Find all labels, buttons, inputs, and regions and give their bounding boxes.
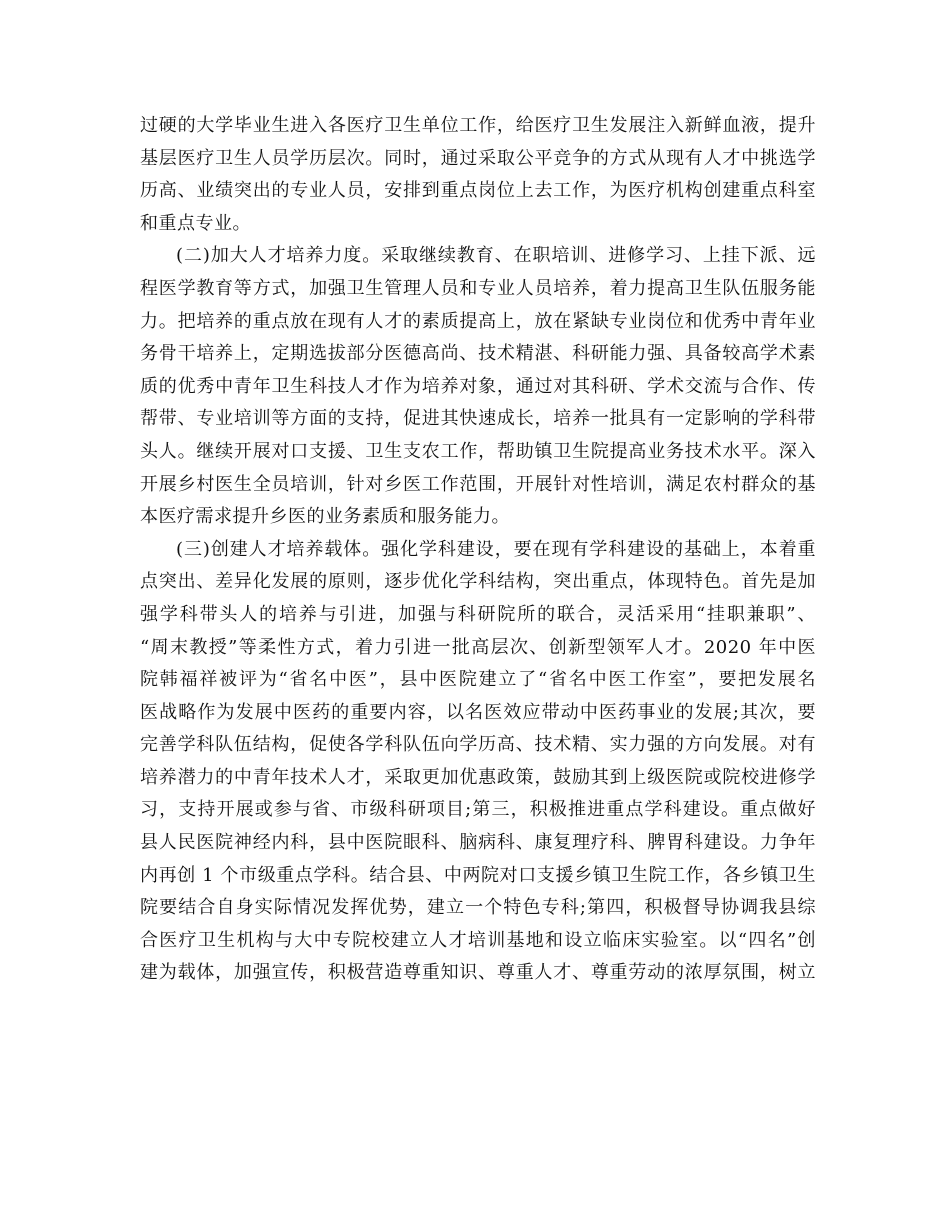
text-line: 和重点专业。 [140,212,251,234]
text-line: 培养潜力的中青年技术人才，采取更加优惠政策，鼓励其到上级医院或院校进修学 [140,766,816,788]
text-line: 院韩福祥被评为“省名中医”，县中医院建立了“省名中医工作室”，要把发展名 [140,669,816,691]
text-line: 基层医疗卫生人员学历层次。同时，通过采取公平竞争的方式从现有人才中挑选学 [140,147,816,169]
text-line: 本医疗需求提升乡医的业务素质和服务能力。 [140,506,510,528]
document-body [140,110,816,990]
text-line: 质的优秀中青年卫生科技人才作为培养对象，通过对其科研、学术交流与合作、传 [140,375,816,397]
text-line: 习，支持开展或参与省、市级科研项目;第三，积极推进重点学科建设。重点做好 [140,799,816,821]
text-line: 力。把培养的重点放在现有人才的素质提高上，放在紧缺专业岗位和优秀中青年业 [140,310,816,332]
text-line: 头人。继续开展对口支援、卫生支农工作，帮助镇卫生院提高业务技术水平。深入 [140,440,816,462]
text-line: 院要结合自身实际情况发挥优势，建立一个特色专科;第四，积极督导协调我县综 [140,897,816,919]
text-line: 程医学教育等方式，加强卫生管理人员和专业人员培养，着力提高卫生队伍服务能 [140,277,816,299]
text-line: 点突出、差异化发展的原则，逐步优化学科结构，突出重点，体现特色。首先是加 [140,571,816,593]
text-line: 医战略作为发展中医药的重要内容，以名医效应带动中医药事业的发展;其次，要 [140,701,816,723]
section-heading-line: (二)加大人才培养力度。采取继续教育、在职培训、进修学习、上挂下派、远 [176,245,816,267]
text-line: 强学科带头人的培养与引进，加强与科研院所的联合，灵活采用“挂职兼职”、 [140,603,816,625]
text-line: 合医疗卫生机构与大中专院校建立人才培训基地和设立临床实验室。以“四名”创 [140,929,816,951]
text-line: 务骨干培养上，定期选拔部分医德高尚、技术精湛、科研能力强、具备较高学术素 [140,343,816,365]
section-heading-line: (三)创建人才培养载体。强化学科建设，要在现有学科建设的基础上，本着重 [176,538,816,560]
text-line: 过硬的大学毕业生进入各医疗卫生单位工作，给医疗卫生发展注入新鲜血液，提升 [140,115,816,136]
text-line: 帮带、专业培训等方面的支持，促进其快速成长，培养一批具有一定影响的学科带 [140,408,816,430]
text-line: 开展乡村医生全员培训，针对乡医工作范围，开展针对性培训，满足农村群众的基 [140,473,816,495]
text-line: 建为载体，加强宣传，积极营造尊重知识、尊重人才、尊重劳动的浓厚氛围，树立 [140,962,816,984]
text-line: 完善学科队伍结构，促使各学科队伍向学历高、技术精、实力强的方向发展。对有 [140,734,816,756]
text-line: 内再创 1 个市级重点学科。结合县、中两院对口支援乡镇卫生院工作，各乡镇卫生 [140,864,816,886]
text-line: 县人民医院神经内科，县中医院眼科、脑病科、康复理疗科、脾胃科建设。力争年 [140,832,816,854]
text-line: “周末教授”等柔性方式，着力引进一批高层次、创新型领军人才。2020 年中医 [140,636,816,658]
text-line: 历高、业绩突出的专业人员，安排到重点岗位上去工作，为医疗机构创建重点科室 [140,180,816,202]
